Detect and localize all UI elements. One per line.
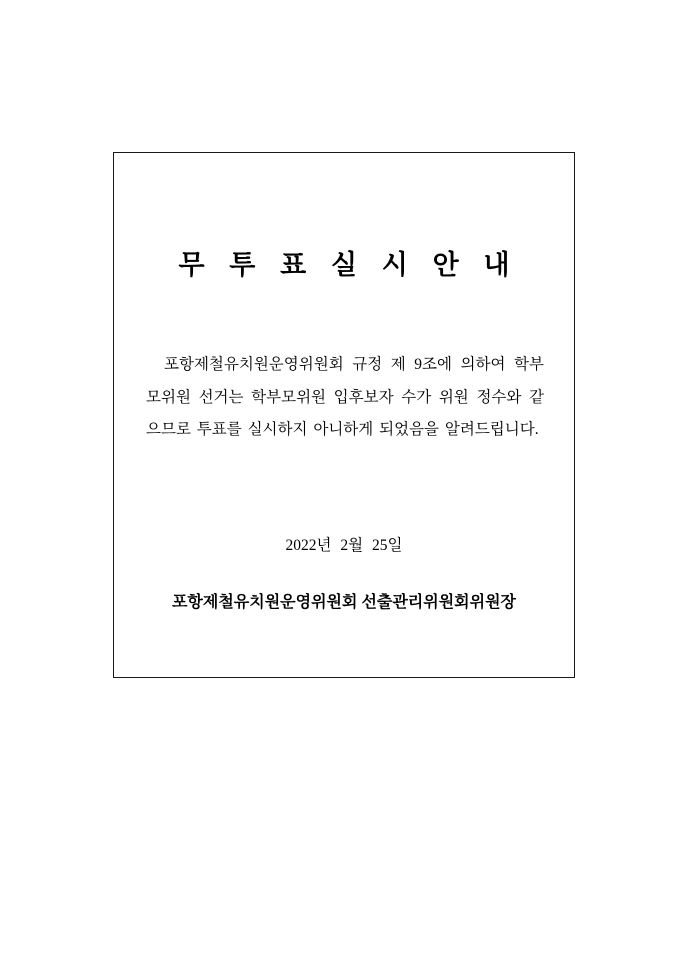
notice-date: 2022년 2월 25일 (285, 537, 403, 554)
notice-signature: 포항제철유치원운영위원회 선출관리위원회위원장 (171, 594, 517, 611)
notice-body-text: 포항제철유치원운영위원회 규정 제 9조에 의하여 학부모위원 선거는 학부모위원 입후보자 수가 위원 정수와 같으므로 투표를 실시하지 아니하게 되었음을 알려드립니다. (146, 356, 544, 439)
notice-border-box (113, 152, 575, 678)
notice-body (146, 349, 544, 447)
notice-title: 무 투 표 실 시 안 내 (178, 250, 519, 280)
